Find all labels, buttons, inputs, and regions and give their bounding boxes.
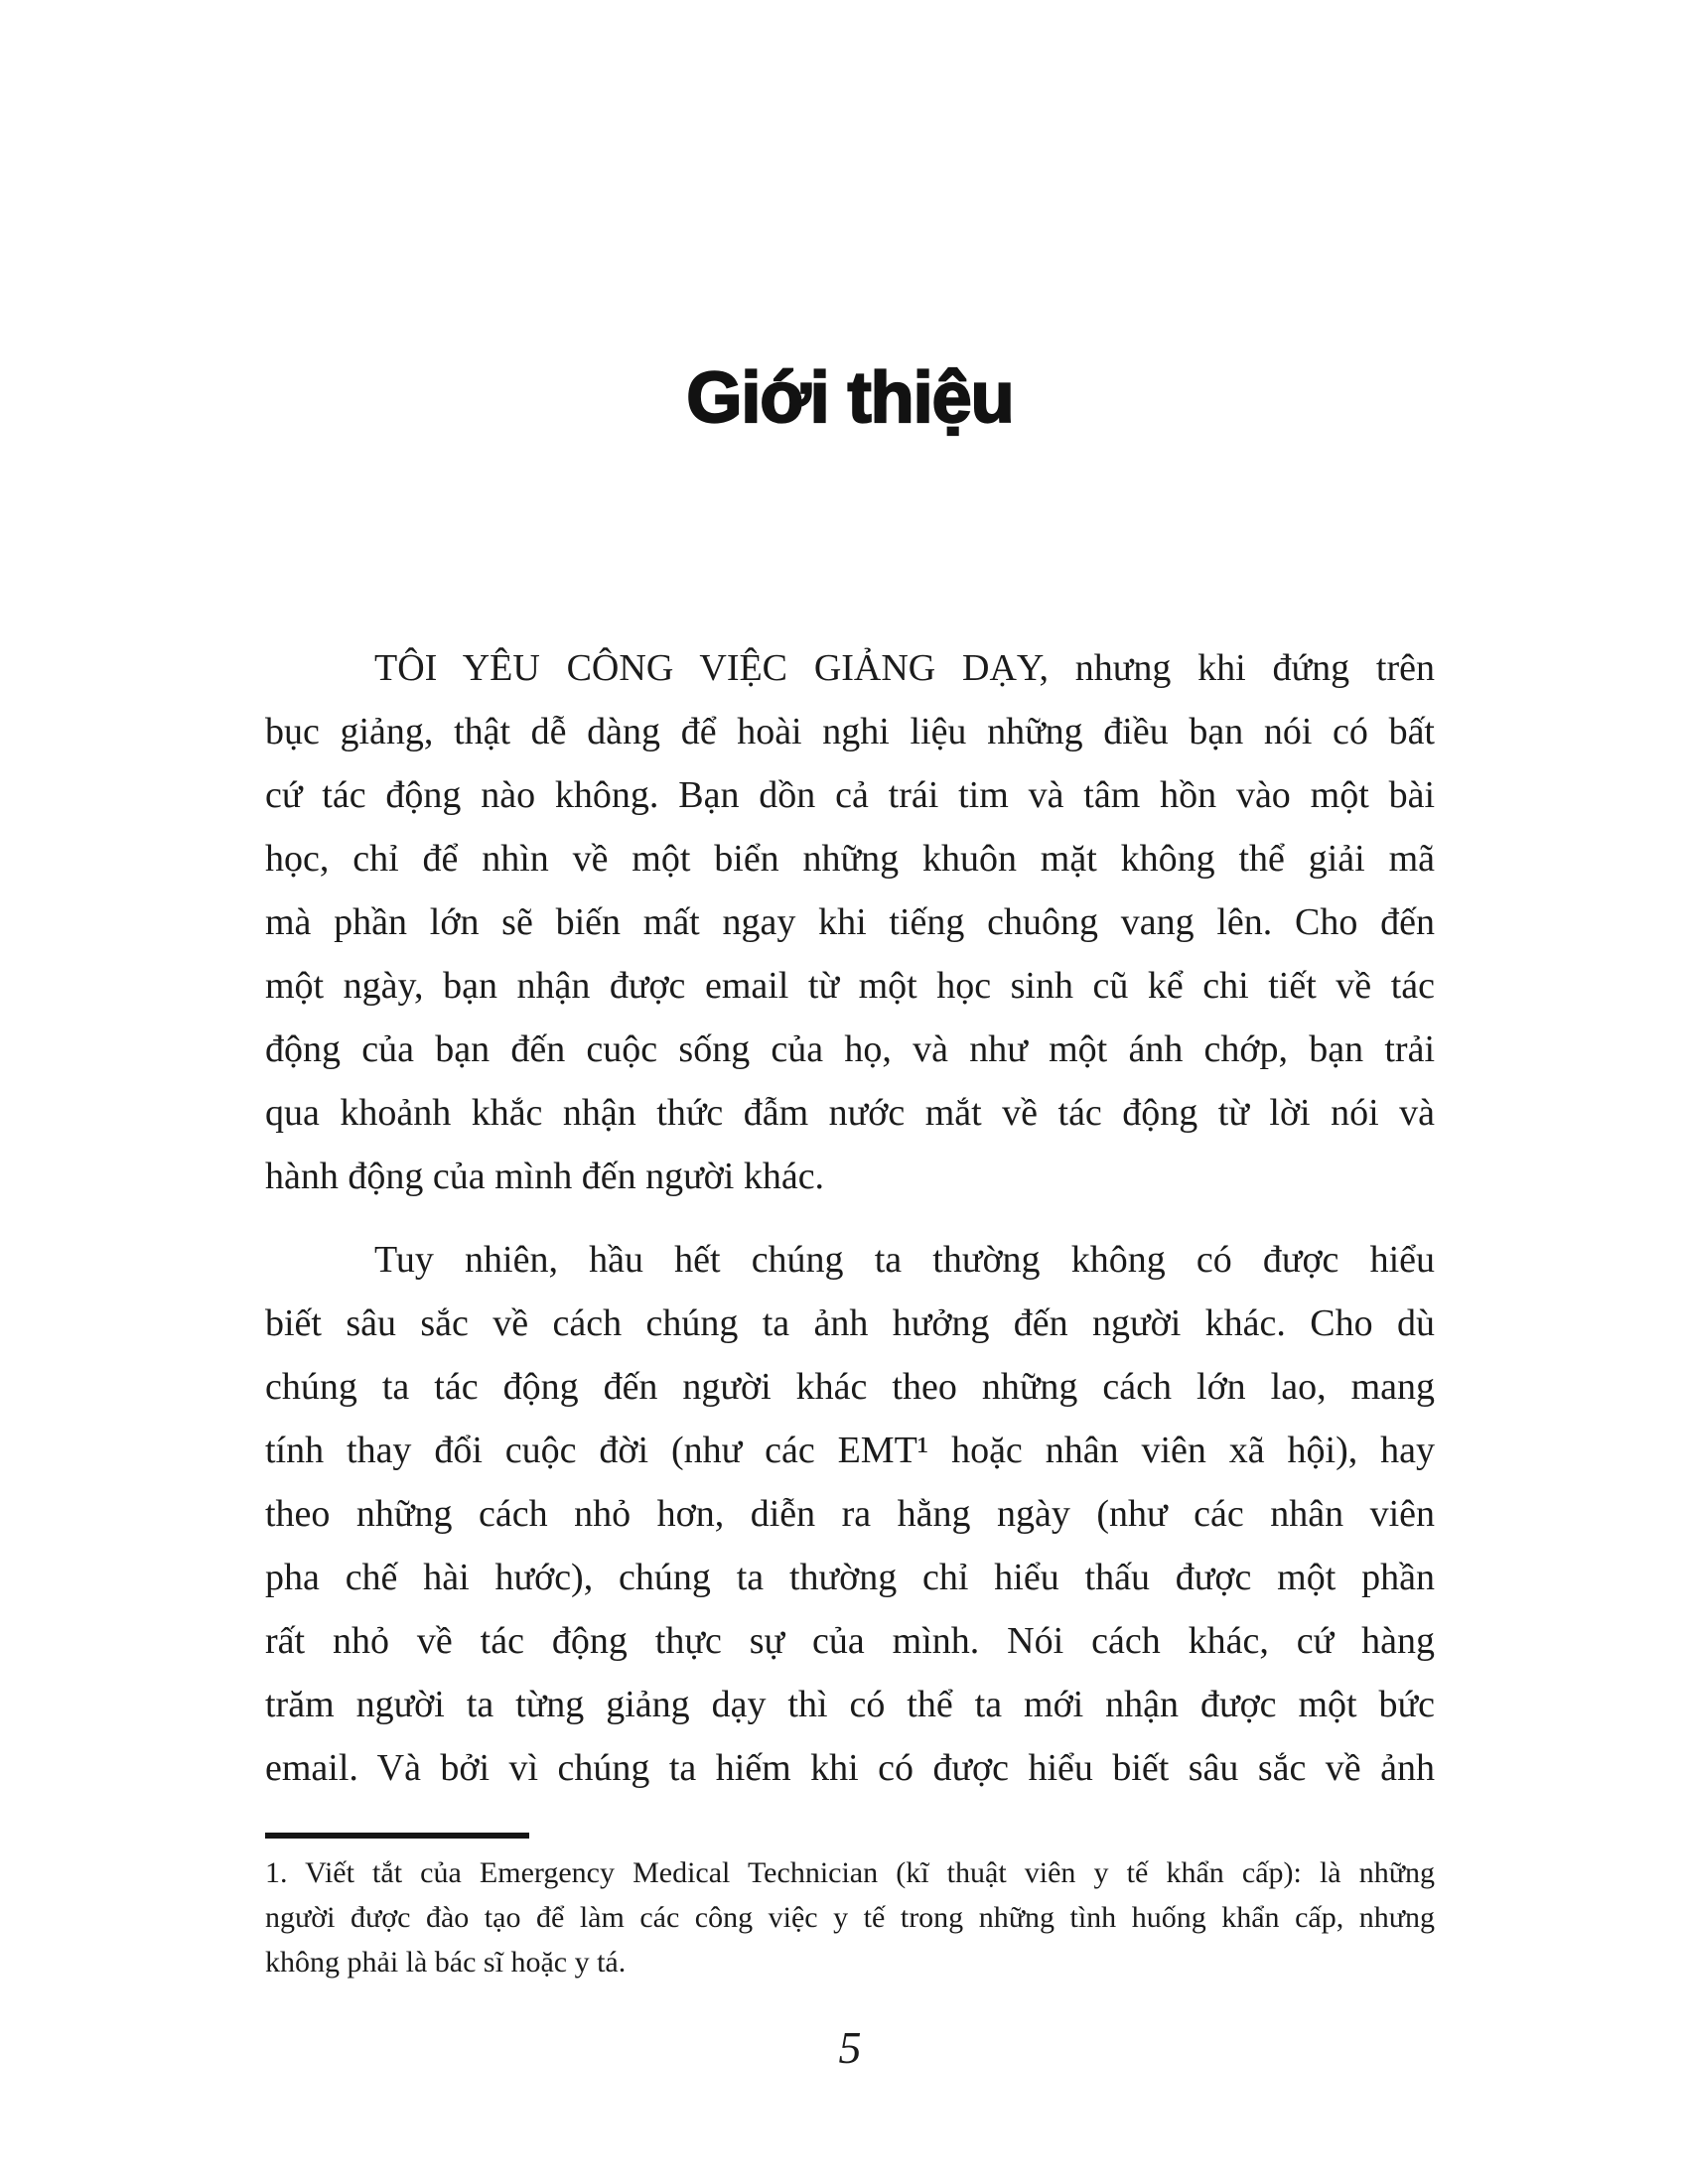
text-line: người được đào tạo để làm các công việc y tế trong những tình huống khẩn cấp, nhưng [265,1901,1435,1934]
page-number: 5 [838,2022,862,2073]
text-line: rất nhỏ về tác động thực sự của mình. Nói cách khác, cứ hàng [265,1620,1435,1662]
text-line: bục giảng, thật dễ dàng để hoài nghi liệu những điều bạn nói có bất [265,711,1435,752]
paragraph-2 [265,1228,1435,1800]
text-line: pha chế hài hước), chúng ta thường chỉ hiểu thấu được một phần [265,1557,1435,1598]
text-line: TÔI YÊU CÔNG VIỆC GIẢNG DẠY, nhưng khi đứng trên [374,647,1435,689]
text-line: qua khoảnh khắc nhận thức đẫm nước mắt về tác động từ lời nói và [265,1092,1435,1134]
text-line: học, chỉ để nhìn về một biển những khuôn mặt không thể giải mã [265,838,1435,880]
text-line: hành động của mình đến người khác. [265,1156,825,1197]
footnote-divider [265,1833,529,1839]
paragraph-1 [265,636,1435,1208]
text-line: tính thay đổi cuộc đời (như các EMT¹ hoặc nhân viên xã hội), hay [265,1430,1435,1471]
text-line: theo những cách nhỏ hơn, diễn ra hằng ngày (như các nhân viên [265,1493,1435,1535]
text-line: động của bạn đến cuộc sống của họ, và như một ánh chớp, bạn trải [265,1028,1435,1070]
text-line: biết sâu sắc về cách chúng ta ảnh hưởng đến người khác. Cho dù [265,1302,1435,1344]
text-line: chúng ta tác động đến người khác theo những cách lớn lao, mang [265,1366,1435,1408]
text-line: mà phần lớn sẽ biến mất ngay khi tiếng chuông vang lên. Cho đến [265,901,1435,943]
text-line: không phải là bác sĩ hoặc y tá. [265,1946,627,1979]
text-line: một ngày, bạn nhận được email từ một học sinh cũ kể chi tiết về tác [265,965,1435,1007]
footnote [265,1850,1435,1984]
text-line: 1. Viết tắt của Emergency Medical Technician (kĩ thuật viên y tế khẩn cấp): là những [265,1856,1435,1889]
text-line: Tuy nhiên, hầu hết chúng ta thường không có được hiểu [374,1239,1435,1281]
text-line: trăm người ta từng giảng dạy thì có thể ta mới nhận được một bức [265,1684,1435,1725]
chapter-title: Giới thiệu [686,358,1014,438]
text-line: email. Và bởi vì chúng ta hiếm khi có được hiểu biết sâu sắc về ảnh [265,1747,1435,1789]
text-line: cứ tác động nào không. Bạn dồn cả trái tim và tâm hồn vào một bài [265,774,1435,816]
